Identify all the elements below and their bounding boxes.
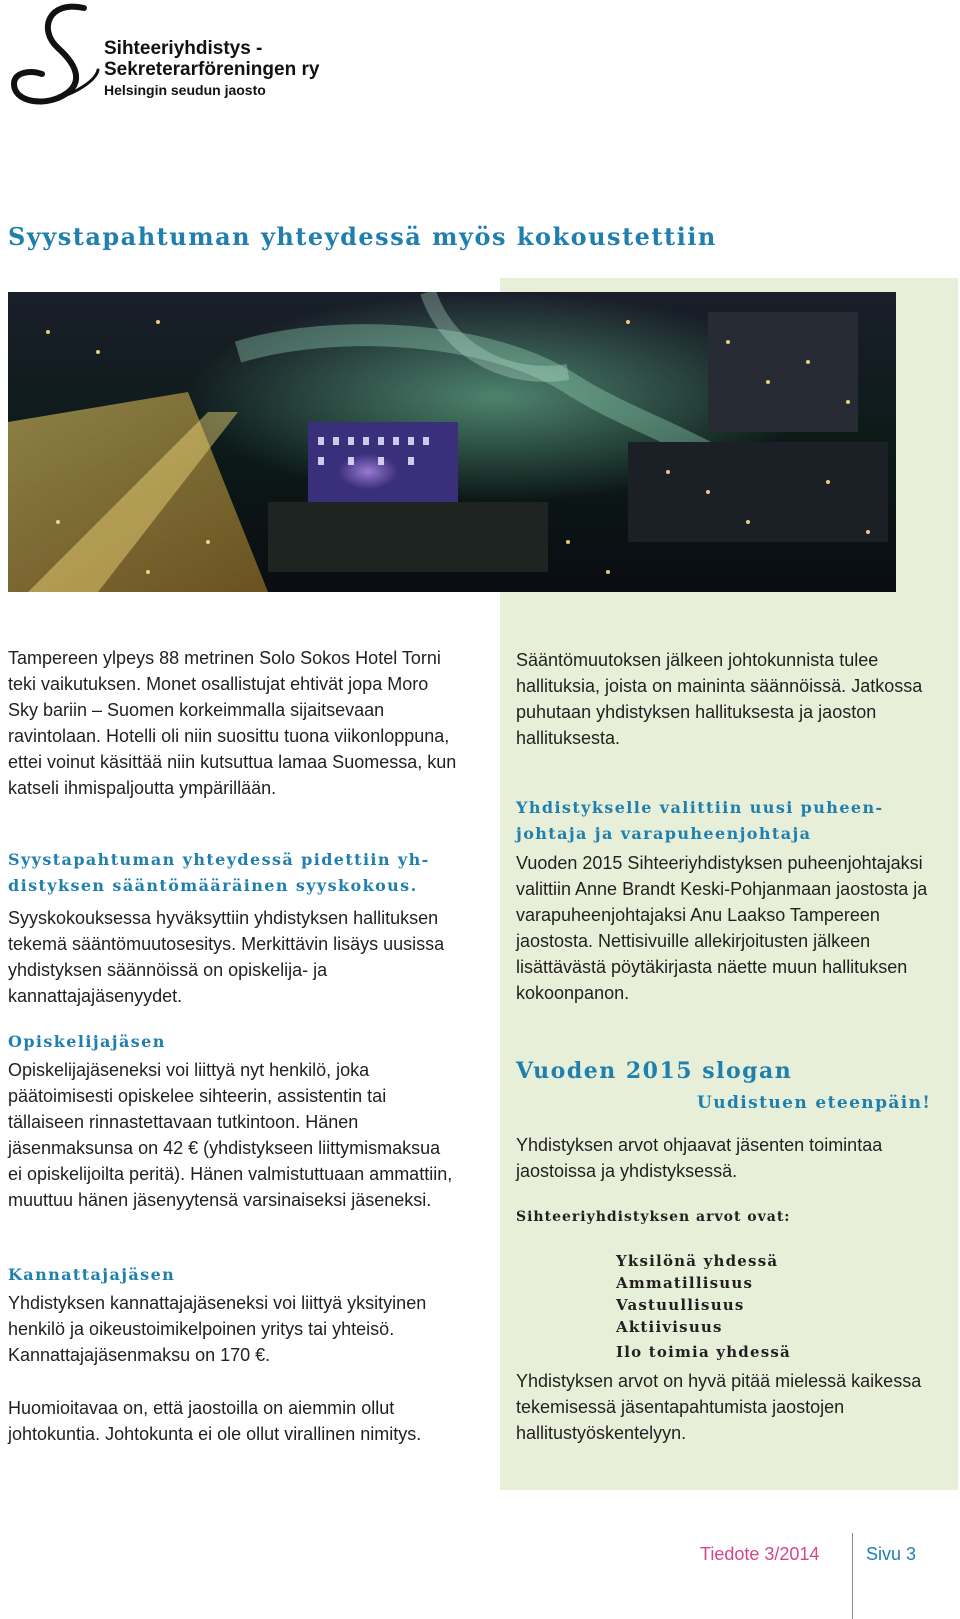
student-member-paragraph: Opiskelijajäseneksi voi liittyä nyt henkilö, joka päätoimisesti opiskelee sihteerin, assistentin tai tällaiseen rinnastettavaan tutkintoon. Hänen jäsenmaksunsa on 42 € (yhdistykseen liittymismaksua ei opiskelijoilta peritä). Hänen valmistuttuaan ammattiin, muuttuu hänen jäsenyytensä varsinaiseksi jäseneksi. <box>8 1060 453 1210</box>
page-number: Sivu 3 <box>866 1544 917 1564</box>
values-list <box>616 1250 936 1363</box>
new-chair-paragraph: Vuoden 2015 Sihteeriyhdistyksen puheenjohtajaksi valittiin Anne Brandt Keski-Pohjanmaan jaostosta ja varapuheenjohtajaksi Anu Laakso Tampereen jaostosta. Nettisivuille allekirjoitusten jälkeen lisättävästä pöytäkirjasta näette muun hallituksen kokoonpanon. <box>516 853 928 1003</box>
meeting-heading: Syystapahtuman yhteydessä pidettiin yhdistyksen sääntömääräinen syyskokous. <box>8 850 429 895</box>
city-night-photo <box>8 292 896 592</box>
values-intro-paragraph: Yhdistyksen arvot ohjaavat jäsenten toimintaa jaostoissa ja yhdistyksessä. <box>516 1135 883 1181</box>
photo-image <box>8 292 896 592</box>
issue-label: Tiedote 3/2014 <box>700 1544 820 1564</box>
supporting-member-paragraph: Yhdistyksen kannattajajäseneksi voi liittyä yksityinen henkilö ja oikeustoimikelpoinen yritys tai yhteisö. Kannattajajäsenmaksu on 170 €. <box>8 1293 427 1365</box>
logo-line-3: Helsingin seudun jaosto <box>104 82 266 98</box>
values-closing-paragraph: Yhdistyksen arvot on hyvä pitää mielessä kaikessa tekemisessä jäsentapahtumista jaostojen hallitustyöskentelyyn. <box>516 1371 922 1443</box>
supporting-member-heading: Kannattajajäsen <box>8 1265 176 1284</box>
s-swash-icon <box>8 0 118 110</box>
meeting-paragraph: Syyskokouksessa hyväksyttiin yhdistyksen hallituksen tekemä sääntömuutosesitys. Merkittävin lisäys uusissa yhdistyksen säännöissä on opiskelija- ja kannattajajäsenyydet. <box>8 908 445 1006</box>
new-chair-heading: Yhdistykselle valittiin uusi puheenjohtaja ja varapuheenjohtaja <box>516 798 883 843</box>
board-note-paragraph: Huomioitavaa on, että jaostoilla on aiemmin ollut johtokuntia. Johtokunta ei ole ollut virallinen nimitys. <box>8 1398 422 1444</box>
slogan-heading: Vuoden 2015 slogan <box>516 1058 793 1084</box>
value-item: Vastuullisuus <box>616 1296 745 1314</box>
rules-change-paragraph: Sääntömuutoksen jälkeen johtokunnista tulee hallituksia, joista on maininta säännöissä. Jatkossa puhutaan yhdistyksen hallituksesta ja jaoston hallituksesta. <box>516 650 923 748</box>
logo-line-1: Sihteeriyhdistys - <box>104 38 263 59</box>
logo-text <box>104 38 319 100</box>
logo-line-2: Sekreterarföreningen ry <box>104 59 320 80</box>
value-item: Ammatillisuus <box>616 1274 754 1292</box>
footer-divider <box>852 1533 853 1619</box>
values-heading: Sihteeriyhdistyksen arvot ovat: <box>516 1209 791 1225</box>
value-item: Yksilönä yhdessä <box>616 1252 779 1270</box>
student-member-heading: Opiskelijajäsen <box>8 1032 166 1051</box>
value-item: Aktiivisuus <box>616 1318 723 1336</box>
association-logo <box>8 0 348 110</box>
slogan-text: Uudistuen eteenpäin! <box>697 1093 932 1113</box>
left-intro-paragraph: Tampereen ylpeys 88 metrinen Solo Sokos Hotel Torni teki vaikutuksen. Monet osallistujat ehtivät jopa Moro Sky bariin – Suomen korkeimmalla sijaitsevaan ravintolaan. Hotelli oli niin suosittu tuona viikonloppuna, ettei voinut käsittää niin kutsuttua lamaa Suomessa, kun katseli ihmispaljoutta ympärillään. <box>8 648 457 798</box>
value-item: Ilo toimia yhdessä <box>616 1343 791 1361</box>
page-title: Syystapahtuman yhteydessä myös kokoustettiin <box>8 222 717 251</box>
